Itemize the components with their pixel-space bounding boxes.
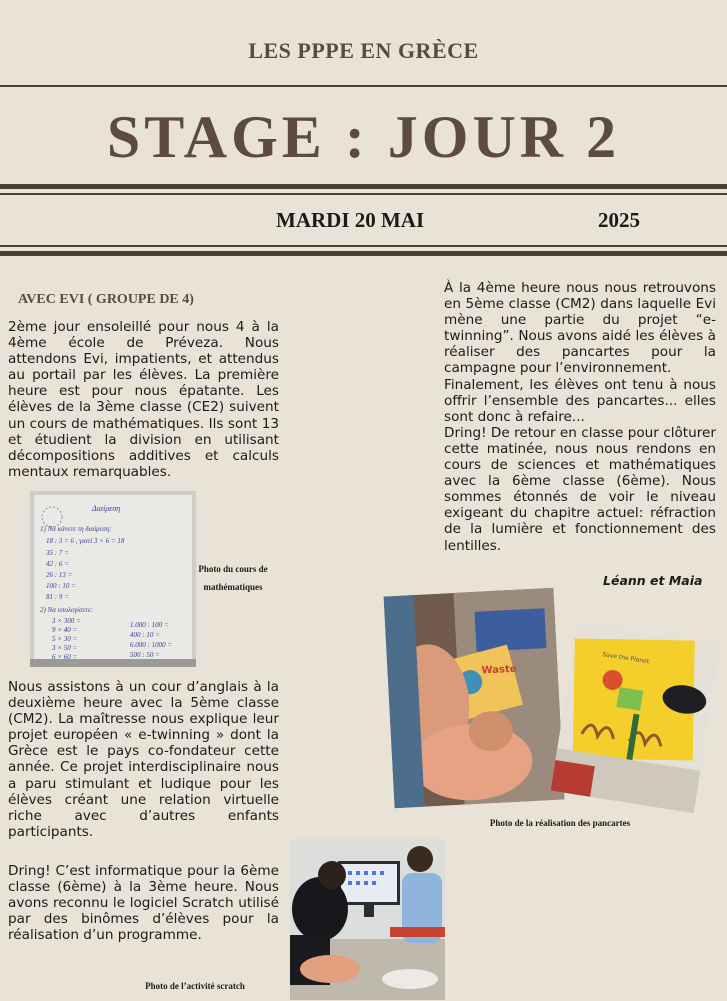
whiteboard-drawing [30, 491, 196, 667]
rule-top [0, 85, 727, 87]
wb-left-0: 35 : 7 = [46, 549, 69, 557]
wb-left-1: 42 : 6 = [46, 560, 69, 568]
wb-b-1: 400 : 10 = [130, 631, 160, 639]
wb-left-3: 100 : 10 = [46, 582, 76, 590]
posters-right-drawing [551, 622, 721, 814]
paragraph-math: 2ème jour ensoleillé pour nous 4 à la 4ème école de Préveza. Nous attendons Evi, impatients, et attendus au portail par les élèves. La première heure est pour nous épatante. Les élèves de la 3ème classe (CE2) suivent un cours de mathématiques. Ils sont 13 et étudient la division en utilisant décompositions additives et calculs mentaux remarquables. [8, 319, 279, 480]
wb-a-1: 9 × 40 = [52, 626, 78, 634]
posters-left-drawing [384, 588, 565, 809]
paragraph-etwinning-b: Finalement, les élèves ont tenu à nous offrir l’ensemble des pancartes... elles sont donc à refaire... [444, 376, 716, 425]
paragraph-etwinning-a: À la 4ème heure nous nous retrouvons en 5ème classe (CM2) dans laquelle Evi mène une partie du projet “e-twinning”. Nous avons aidé les élèves à réaliser des pancartes pour la campagne pour l’environnement. [444, 280, 716, 377]
date-day: MARDI 20 MAI [276, 208, 425, 232]
wb-b-0: 1.000 : 100 = [130, 621, 169, 629]
signature: Léann et Maia [603, 573, 703, 588]
page-title: STAGE : JOUR 2 [106, 104, 621, 170]
wb-line1: 1) Να κάνετε τη διαίρεση: [40, 525, 112, 533]
section-heading: AVEC EVI ( GROUPE DE 4) [18, 292, 194, 307]
date-year: 2025 [598, 208, 640, 232]
rule-mid-2 [0, 193, 727, 195]
wb-line3: 2) Να υπολογίσετε: [40, 606, 93, 614]
posters-photo-left [384, 588, 565, 809]
paragraph-etwinning-c: Dring! De retour en classe pour clôturer cette matinée, nous nous rendons en cours de sciences et mathématiques avec la 6ème classe (6ème). Nous sommes étonnés de voir le niveau exigeant du chapitre actuel: réfraction de la lumière et fonctionnement des lentilles. [444, 424, 716, 554]
rule-bottom-1 [0, 245, 727, 247]
wb-a-0: 3 × 300 = [52, 617, 81, 625]
wb-left-2: 26 : 13 = [46, 571, 73, 579]
caption-posters-photo: Photo de la réalisation des pancartes [489, 818, 631, 828]
paragraph-english: Nous assistons à un cour d’anglais à la deuxième heure avec la 5ème classe (CM2). La maîtresse nous explique leur projet européen « e-twinning » dont la Grèce est le pays co-fondateur cette année. Ce projet interdisciplinaire nous a paru stimulant et ludique pour les élèves créant une relation virtuelle riche avec d’autres enfants participants. [8, 679, 279, 840]
scratch-drawing [290, 839, 445, 1000]
wb-a-4: 6 × 60 = [52, 653, 78, 661]
wb-b-3: 500 : 50 = [130, 651, 160, 659]
paragraph-etwinning [444, 280, 716, 554]
top-title: LES PPPE EN GRÈCE [248, 38, 479, 63]
wb-a-3: 3 × 50 = [52, 644, 78, 652]
wb-left-4: 81 : 9 = [46, 593, 69, 601]
poster2-text: Save the Planet [601, 651, 650, 666]
poster1-text: Waste [481, 663, 517, 677]
rule-bottom-2 [0, 251, 727, 256]
scratch-activity-photo [290, 839, 445, 1000]
rule-mid-1 [0, 184, 727, 189]
caption-math-photo: Photo du cours de mathématiques [198, 564, 268, 592]
paragraph-scratch: Dring! C’est informatique pour la 6ème classe (6ème) à la 3ème heure. Nous avons reconnu le logiciel Scratch utilisé par des binômes d’élèves pour la réalisation d’un programme. [8, 863, 279, 944]
posters-photo-right [551, 622, 721, 814]
wb-line2: 18 : 3 = 6 , γιατί 3 × 6 = 18 [46, 537, 125, 545]
wb-b-2: 6.000 : 1000 = [130, 641, 173, 649]
math-whiteboard-photo [30, 491, 196, 667]
wb-title: Διαίρεση [92, 504, 121, 513]
caption-scratch-photo: Photo de l’activité scratch [145, 981, 245, 991]
wb-a-2: 5 × 30 = [52, 635, 78, 643]
